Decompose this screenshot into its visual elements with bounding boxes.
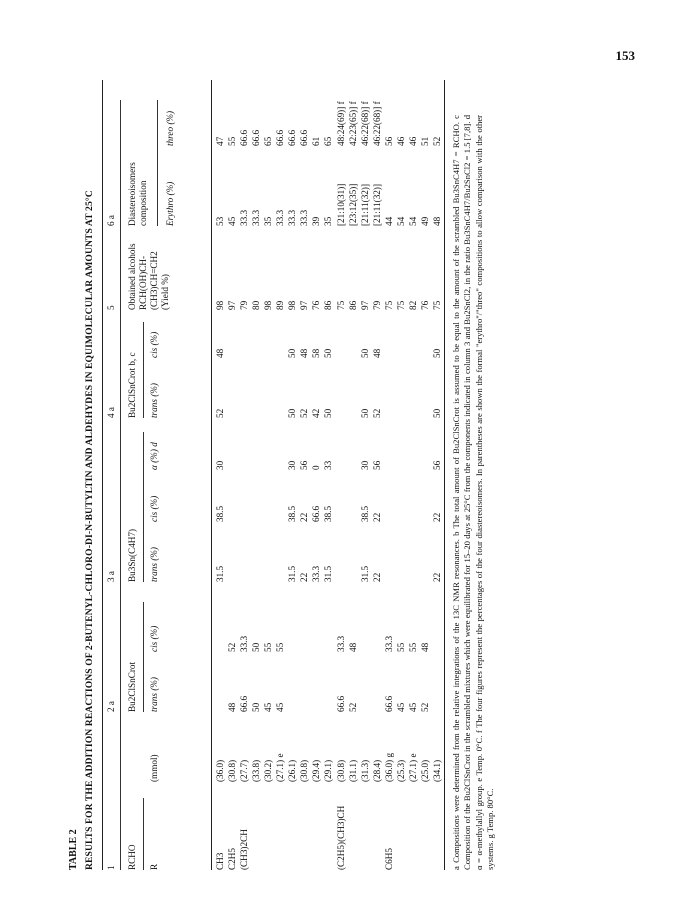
table-cell: 48: [420, 642, 431, 652]
table-cell: 47: [214, 136, 225, 146]
table-cell: C2H5: [226, 848, 237, 870]
table-cell: 38.5: [323, 505, 334, 522]
subhead: cis (%): [148, 331, 159, 358]
group-rule: [143, 798, 144, 870]
table-cell: 30: [287, 460, 298, 470]
table-cell: 61: [311, 136, 322, 146]
table-cell: 48: [347, 642, 358, 652]
table-cell: 55: [262, 642, 273, 652]
table-cell: 33.3: [238, 635, 249, 652]
table-cell: (27.7): [238, 759, 249, 782]
table-cell: 52: [432, 136, 443, 146]
table-cell: 46:22(68)] f: [371, 101, 382, 146]
table-cell: 49: [420, 216, 431, 226]
table-cell: 35: [262, 216, 273, 226]
table-cell: 54: [408, 216, 419, 226]
table-cell: 66.6: [287, 129, 298, 146]
table-title: RESULTS FOR THE ADDITION REACTIONS OF 2-BUTENYL-CHLORO-DI-N-BUTYLTIN AND ALDEHYDES IN EQUIMOLECULAR AMOUNTS AT 25°C: [84, 190, 95, 870]
table-cell: 45: [408, 702, 419, 712]
table-cell: 56: [371, 460, 382, 470]
column-number-rule: [120, 100, 121, 870]
table-cell: (30.8): [226, 759, 237, 782]
table-cell: [21:11(32)]: [371, 183, 382, 226]
table-cell: 98: [287, 300, 298, 310]
table-cell: 33: [323, 460, 334, 470]
table-cell: 48: [432, 216, 443, 226]
table-cell: 50: [432, 408, 443, 418]
page-number: 153: [615, 48, 635, 63]
column-number: 4 a: [105, 407, 116, 418]
subhead: threo (%): [164, 110, 175, 146]
subhead: R: [148, 863, 159, 870]
table-cell: 45: [226, 216, 237, 226]
table-cell: 50: [359, 408, 370, 418]
table-cell: 38.5: [214, 505, 225, 522]
group-heading: Diastereoisomers composition: [126, 162, 148, 226]
table-cell: 52: [347, 702, 358, 712]
table-cell: 53: [214, 216, 225, 226]
table-cell: (30.2): [262, 759, 273, 782]
table-cell: 38.5: [359, 505, 370, 522]
table-cell: (31.1): [347, 759, 358, 782]
table-cell: (28.4): [371, 759, 382, 782]
table-cell: 22: [432, 572, 443, 582]
table-cell: 52: [371, 408, 382, 418]
table-cell: [23:12(35)]: [347, 183, 358, 226]
subhead: Erythro (%): [164, 181, 175, 226]
table-cell: 76: [311, 300, 322, 310]
table-cell: 48: [371, 348, 382, 358]
table-body: [212, 80, 444, 870]
table-cell: (33.8): [250, 759, 261, 782]
subhead: α (%) d: [148, 442, 159, 470]
column-number: 3 a: [105, 571, 116, 582]
table-cell: 52: [226, 642, 237, 652]
table-cell: 46: [408, 136, 419, 146]
table-cell: 56: [299, 460, 310, 470]
subhead: cis (%): [148, 495, 159, 522]
table-cell: 52: [420, 702, 431, 712]
table-cell: (30.8): [335, 759, 346, 782]
table-cell: CH3: [214, 852, 225, 870]
subhead: trans (%): [148, 677, 159, 712]
table-cell: 56: [432, 460, 443, 470]
group-heading: Bu2ClSnCrot b, c: [126, 352, 137, 418]
table-cell: 45: [396, 702, 406, 712]
table-cell: 89: [275, 300, 285, 310]
table-cell: 46: [396, 136, 406, 146]
table-cell: 66.6: [238, 129, 249, 146]
table-cell: (29.1): [323, 759, 334, 782]
table-cell: 58: [311, 348, 322, 358]
table-cell: 75: [335, 300, 346, 310]
table-cell: (25.3): [396, 759, 406, 782]
table-cell: 35: [323, 216, 334, 226]
table-cell: 22: [432, 512, 443, 522]
table-cell: 45: [262, 702, 273, 712]
table-label: TABLE 2: [68, 829, 79, 870]
table-cell: 50: [287, 408, 298, 418]
table-cell: 31.5: [359, 565, 370, 582]
table-cell: 45: [275, 702, 285, 712]
table-cell: 30: [359, 460, 370, 470]
table-cell: 50: [250, 702, 261, 712]
table-cell: 54: [396, 216, 406, 226]
group-heading: Bu2ClSnCrot: [126, 661, 137, 712]
table-cell: 50: [250, 642, 261, 652]
table-cell: (36.0) g: [383, 752, 394, 782]
table-cell: 55: [396, 642, 406, 652]
table-cell: 50: [323, 348, 334, 358]
table-cell: (25.0): [420, 759, 431, 782]
table-cell: 48: [214, 348, 225, 358]
table-cell: 79: [238, 300, 249, 310]
table-cell: 33.3: [383, 635, 394, 652]
table-cell: 33.3: [287, 209, 298, 226]
table-cell: 97: [359, 300, 370, 310]
group-rule: [143, 322, 144, 418]
table-cell: 0: [311, 465, 322, 470]
subhead: trans (%): [148, 547, 159, 582]
table-cell: 76: [420, 300, 431, 310]
table-cell: 50: [287, 348, 298, 358]
table-cell: (30.8): [299, 759, 310, 782]
table-header: [103, 80, 211, 870]
table-cell: 38.5: [287, 505, 298, 522]
table-cell: 50: [323, 408, 334, 418]
group-heading: RCHO: [126, 844, 137, 870]
table-cell: [21:10(31)]: [335, 183, 346, 226]
table-cell: 22: [371, 572, 382, 582]
rotated-table: [62, 80, 632, 870]
table-cell: 65: [323, 136, 334, 146]
table-cell: 33.3: [275, 209, 285, 226]
table-cell: 97: [299, 300, 310, 310]
table-cell: (36.0): [214, 759, 225, 782]
table-cell: (27.1) e: [275, 753, 285, 782]
table-cell: (31.3): [359, 759, 370, 782]
table-cell: 50: [359, 348, 370, 358]
table-cell: (CH3)2CH: [238, 829, 249, 870]
table-cell: 31.5: [323, 565, 334, 582]
table-cell: (27.1) e: [408, 753, 419, 782]
column-number: 5: [105, 305, 116, 310]
table-cell: 75: [383, 300, 394, 310]
group-rule: [157, 100, 158, 226]
table-cell: 48:24(69)] f: [335, 101, 346, 146]
table-cell: 56: [383, 136, 394, 146]
table-cell: 80: [250, 300, 261, 310]
table-cell: 42: [311, 408, 322, 418]
table-cell: 52: [214, 408, 225, 418]
table-footnote: a Compositions were determined from the relative integrations of the 13C NMR resonances. b The total amount of Bu2ClSnCrot is assumed to be equal to the amount of the scrambled Bu3SnC4H7 = RCHO. c Composition of the Bu2ClSnCrot in the scrambled mixtures which were equilibrated for 15–20 days at 25°C from the components indicated in column 3 and Bu2SnCl2, in the ratio Bu3SnC4H7/Bu2SnCl2 = 1.5 [7,8]. d α = α-methylallyl group. e Temp. 0°C. f The four figures represent the percentages of the four diastereoisomers. In parentheses are shown the formal "erythro"/"threo" compositions to allow comparison with the other systems. g Temp. 80°C.: [450, 115, 496, 870]
table-cell: 79: [371, 300, 382, 310]
table-cell: 55: [226, 136, 237, 146]
table-cell: 46:22(68)] f: [359, 101, 370, 146]
table-cell: 50: [432, 348, 443, 358]
table-cell: 86: [347, 300, 358, 310]
table-cell: [21:11(32)]: [359, 183, 370, 226]
table-cell: (26.1): [287, 759, 298, 782]
table-cell: C6H5: [383, 848, 394, 870]
table-cell: 86: [323, 300, 334, 310]
table-cell: 44: [383, 216, 394, 226]
table-cell: 33.3: [250, 209, 261, 226]
table-cell: 39: [311, 216, 322, 226]
table-cell: 48: [299, 348, 310, 358]
table-cell: 98: [262, 300, 273, 310]
column-number: 6 a: [105, 215, 116, 226]
table-cell: 22: [371, 512, 382, 522]
group-heading: Obtained alcohols RCH(OH)CH-(CH3)CH=CH2 (Yield %): [126, 243, 170, 310]
table-cell: 22: [299, 512, 310, 522]
table-cell: (C2H5)(CH3)CH: [335, 805, 346, 870]
table-cell: 33.3: [238, 209, 249, 226]
table-cell: 33.3: [299, 209, 310, 226]
table-cell: 75: [432, 300, 443, 310]
table-cell: 48: [226, 702, 237, 712]
table-cell: 66.6: [383, 695, 394, 712]
subhead: cis (%): [148, 625, 159, 652]
table-cell: 55: [275, 642, 285, 652]
table-cell: 30: [214, 460, 225, 470]
column-number: 1: [105, 865, 116, 870]
table-cell: 66.6: [311, 505, 322, 522]
subhead: (mmol): [148, 754, 159, 782]
table-cell: (34.1): [432, 759, 443, 782]
table-cell: 66.6: [275, 129, 285, 146]
table-cell: 51: [420, 136, 431, 146]
table-cell: 42:23(65)] f: [347, 101, 358, 146]
table-cell: 66.6: [335, 695, 346, 712]
table-cell: 82: [408, 300, 419, 310]
group-heading: Bu3Sn(C4H7): [126, 528, 137, 582]
group-rule: [143, 432, 144, 582]
table-cell: 75: [396, 300, 406, 310]
table-cell: 98: [214, 300, 225, 310]
table-cell: 66.6: [250, 129, 261, 146]
table-cell: 22: [299, 572, 310, 582]
table-cell: 33.3: [311, 565, 322, 582]
column-number: 2 a: [105, 701, 116, 712]
table-cell: 66.6: [238, 695, 249, 712]
table-cell: 55: [408, 642, 419, 652]
table-cell: 65: [262, 136, 273, 146]
table-cell: 31.5: [287, 565, 298, 582]
table-cell: (29.4): [311, 759, 322, 782]
table-cell: 52: [299, 408, 310, 418]
table-cell: 31.5: [214, 565, 225, 582]
table-cell: 66.6: [299, 129, 310, 146]
table-cell: 97: [226, 300, 237, 310]
table-cell: 33.3: [335, 635, 346, 652]
bottom-rule: [444, 80, 445, 870]
subhead: trans (%): [148, 383, 159, 418]
group-rule: [143, 602, 144, 712]
